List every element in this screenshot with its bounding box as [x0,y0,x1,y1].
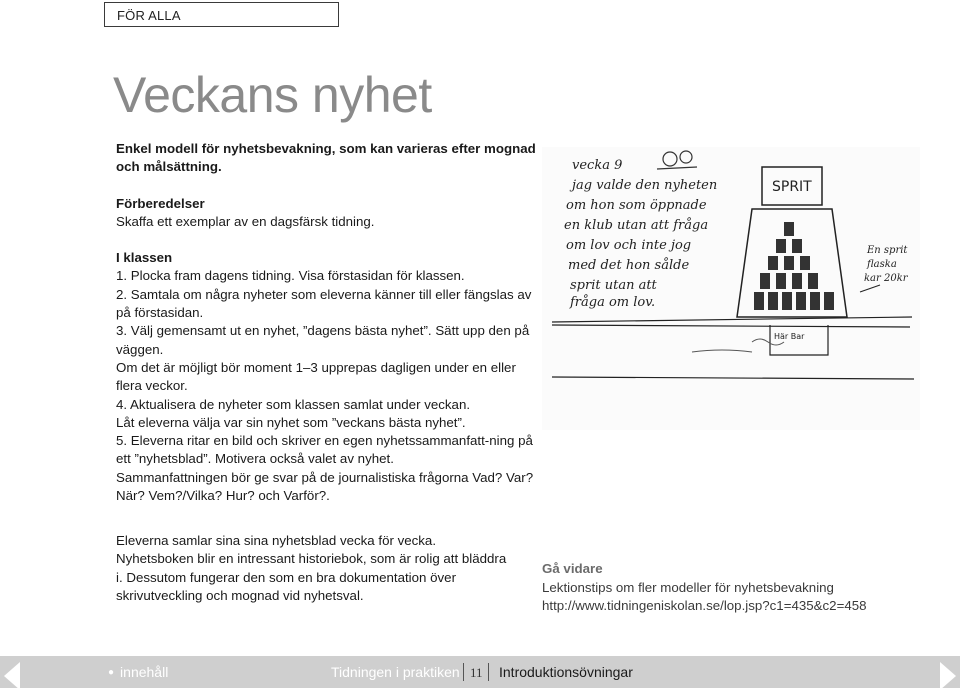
handwriting-line: en klub utan att fråga [564,218,709,233]
contents-label: innehåll [120,664,169,680]
student-drawing [542,147,920,430]
handwriting-line: om lov och inte jog [566,238,692,253]
category-tag: FÖR ALLA [104,2,339,27]
handwriting-line: om hon som öppnade [566,198,707,213]
sign-text: SPRIT [772,179,812,195]
section-name: Introduktionsövningar [499,664,633,680]
divider [488,663,489,681]
intro-text: Enkel modell för nyhetsbevakning, som kan varieras efter mognad och målsättning. [116,141,536,175]
step-line: Om det är möjligt bör moment 1–3 upprepas dagligen under en eller flera veckor. [116,359,516,394]
arrow-icon [860,285,880,292]
divider [463,663,464,681]
step-line: 1. Plocka fram dagens tidning. Visa förstasidan för klassen. [116,268,465,284]
handwriting-line: sprit utan att [570,278,657,293]
preparation-heading: Förberedelser [116,195,205,211]
further-heading: Gå vidare [542,561,603,576]
bottle-pyramid-icon [754,222,834,310]
bullet-icon: ● [108,667,115,678]
footer-bar [0,656,960,688]
next-page-icon[interactable] [940,662,956,688]
step-line: 4. Aktualisera de nyheter som klassen samlat under veckan. [116,396,471,412]
counter-note: Här Bar [774,332,805,341]
doodle-icon [657,151,697,169]
step-line: Låt eleverna välja var sin nyhet som ”veckans bästa nyhet”. [116,414,466,430]
step-line: Sammanfattningen bör ge svar på de journalistiska frågorna Vad? Var? När? Vem?/Vilka? Hur? och Varför?. [116,469,534,504]
publication-name: Tidningen i praktiken [331,664,460,680]
closing-text: Eleverna samlar sina sina nyhetsblad vecka för vecka. Nyhetsboken blir en intressant historiebok, som är rolig att bläddra i. Dessutom fungerar den som en bra dokumentation över skrivutveckling och mognad vid nyhetsval. [116,533,507,603]
page-number: 11 [470,665,483,680]
handwriting-line: med det hon sålde [568,258,690,273]
handwriting-line: jag valde den nyheten [572,178,718,193]
contents-link[interactable] [108,664,168,680]
handwriting-line: fråga om lov. [570,295,656,310]
step-line: 5. Eleverna ritar en bild och skriver en egen nyhetssammanfatt-ning på ett ”nyhetsblad”. Motivera också valet av nyhet. [116,433,533,467]
counter [552,317,914,379]
side-note-line: En sprit [867,245,908,256]
prev-page-icon[interactable] [4,662,20,688]
preparation-text: Skaffa ett exemplar av en dagsfärsk tidning. [116,213,375,229]
further-link[interactable]: http://www.tidningeniskolan.se/lop.jsp?c1=435&c2=458 [542,598,867,613]
side-note-line: flaska [867,259,897,270]
side-note-line: kar 20kr [864,273,908,284]
further-text: Lektionstips om fler modeller för nyhetsbevakning [542,579,834,595]
main-text [116,140,536,505]
classroom-heading: I klassen [116,250,173,266]
step-line: 2. Samtala om några nyheter som eleverna känner till eller fängslas av på förstasidan. [116,286,532,321]
handwriting-line: vecka 9 [572,158,623,173]
drawing-svg [542,147,920,430]
page-title: Veckans nyhet [113,67,432,123]
step-line: 3. Välj gemensamt ut en nyhet, ”dagens bästa nyhet”. Sätt upp den på väggen. [116,323,530,357]
further-section [542,560,922,616]
